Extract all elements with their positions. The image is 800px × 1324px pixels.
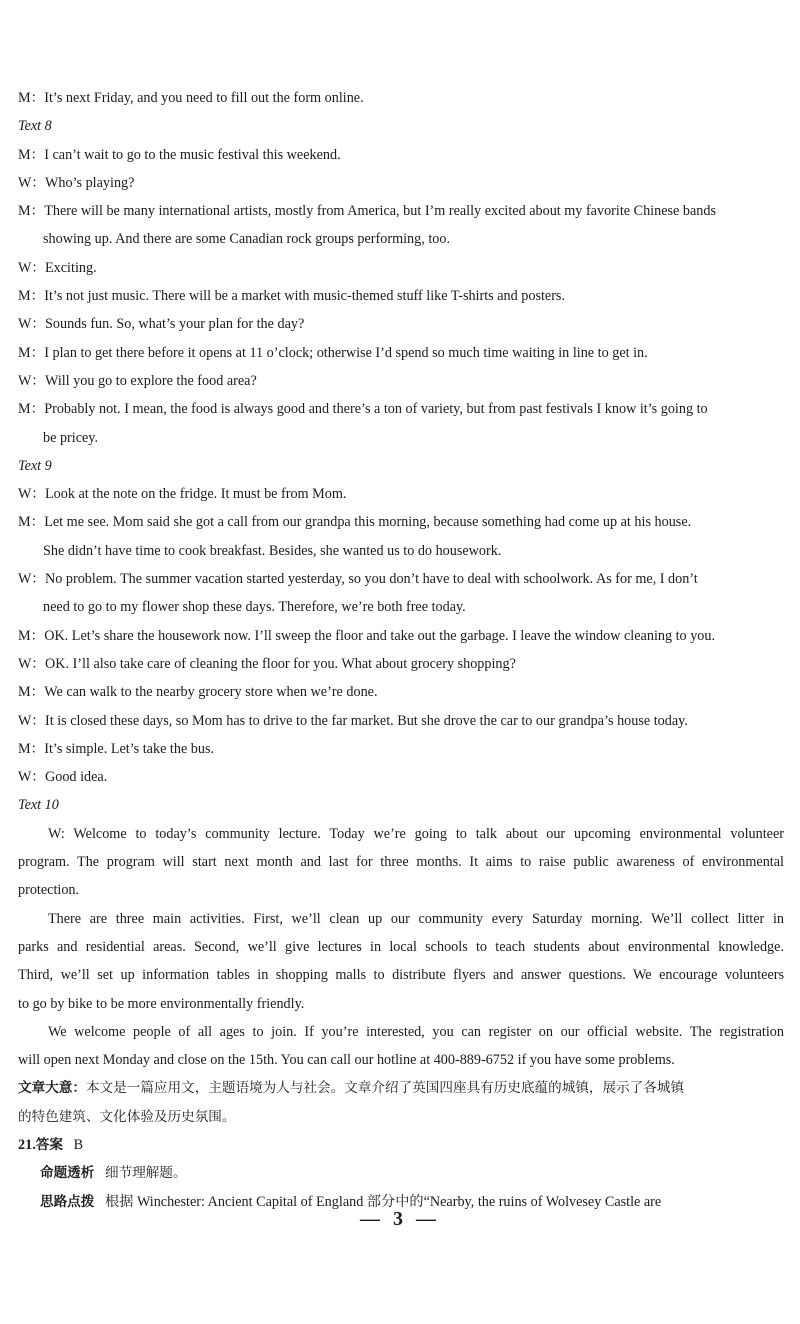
speaker-label: W [18,769,32,786]
dialogue-text: need to go to my flower shop these days. Therefore, we’re both free today. [43,599,466,616]
section-heading: Text 8 [18,118,52,135]
dialogue-text: There will be many international artists, mostly from America, but I’m really excited about my favorite Chinese bands [44,203,716,220]
dialogue-text: It’s next Friday, and you need to fill out the form online. [44,90,364,106]
summary-text-1: 本文是一篇应用文，主题语境为人与社会。文章介绍了英国四座具有历史底蕴的城镇，展示了各城镇 [85,1080,685,1097]
dialogue-text: Will you go to explore the food area? [45,372,257,389]
dialogue-text: Look at the note on the fridge. It must be from Mom. [45,486,347,503]
monologue-line: will open next Monday and close on the 15th. You can call our hotline at 400-889-6752 if you have some problems. [18,1052,675,1069]
question-number: 21. [18,1136,36,1153]
speaker-label: W [18,174,32,191]
dialogue-line: W：Exciting. [18,259,97,276]
speaker-label: W [18,259,32,276]
dialogue-line: M：There will be many international artists, mostly from America, but I’m really excited about my favorite Chinese bands [18,203,716,220]
dialogue-line: W：Look at the note on the fridge. It must be from Mom. [18,486,347,503]
speaker-label: M [18,146,31,163]
dialogue-line: W：It is closed these days, so Mom has to drive to the far market. But she drove the car to our grandpa’s house today. [18,712,688,729]
section-heading: Text 10 [18,797,59,814]
speaker-label: M [18,401,31,418]
dialogue-text: Good idea. [45,769,108,786]
dialogue-text: OK. I’ll also take care of cleaning the floor for you. What about grocery shopping? [45,655,516,672]
dialogue-line: M：It’s next Friday, and you need to fill out the form online. [18,90,364,106]
speaker-label: M [18,203,31,220]
speaker-label: W [18,316,32,333]
speaker-label: W [18,655,32,672]
speaker-label: M [18,684,31,701]
speaker-label: W [18,486,32,503]
speaker-label: M [18,514,31,531]
dialogue-line: W：OK. I’ll also take care of cleaning the floor for you. What about grocery shopping? [18,655,516,672]
monologue-line: W: Welcome to today’s community lecture. Today we’re going to talk about our upcoming environmental volunteer [48,825,784,842]
answer-line [18,1131,784,1159]
monologue-line: protection. [18,882,80,899]
dialogue-text: It’s not just music. There will be a market with music-themed stuff like T-shirts and posters. [44,288,566,305]
dialogue-text: be pricey. [43,429,99,446]
dialogue-text: It is closed these days, so Mom has to drive to the far market. But she drove the car to our grandpa’s house today. [45,712,688,729]
dialogue-line: W：Good idea. [18,769,108,786]
summary-line-1 [18,1074,784,1102]
dialogue-text: Sounds fun. So, what’s your plan for the day? [45,316,305,333]
dialogue-line: M：I plan to get there before it opens at 11 o’clock; otherwise I’d spend so much time waiting in line to get in. [18,344,648,361]
hint-label: 思路点拨 [40,1193,95,1210]
dialogue-line: M：It’s not just music. There will be a market with music-themed stuff like T-shirts and posters. [18,288,566,305]
dialogue-line: W：Sounds fun. So, what’s your plan for the day? [18,316,305,333]
speaker-label: M [18,627,31,644]
dialogue-text: I can’t wait to go to the music festival this weekend. [44,146,341,163]
dialogue-line [18,593,784,621]
summary-text-2: 的特色建筑、文化体验及历史氛围。 [18,1108,236,1125]
analysis-text: 细节理解题。 [105,1165,187,1182]
dialogue-line [18,424,784,452]
dialogue-line: M：Let me see. Mom said she got a call from our grandpa this morning, because something had come up at his house. [18,514,692,531]
monologue-line: parks and residential areas. Second, we’ll give lectures in local schools to teach students about environmental knowledge. [18,938,784,955]
dialogue-text: I plan to get there before it opens at 11 o’clock; otherwise I’d spend so much time waiting in line to get in. [44,344,648,361]
monologue-line: Third, we’ll set up information tables in shopping malls to distribute flyers and answer questions. We encourage volunteers [18,967,784,984]
dialogue-text: She didn’t have time to cook breakfast. Besides, she wanted us to do housework. [43,542,502,559]
page-number: — 3 — [360,1208,440,1230]
speaker-label: W [18,571,32,588]
listening-transcript [18,84,784,820]
dialogue-text: OK. Let’s share the housework now. I’ll sweep the floor and take out the garbage. I leave the window cleaning to you. [44,627,716,644]
dialogue-line [18,225,784,253]
hint-text: 根据 Winchester: Ancient Capital of England 部分中的“Nearby, the ruins of Wolvesey Castle are [105,1193,662,1210]
dialogue-text: Probably not. I mean, the food is always good and there’s a ton of variety, but from past festivals I know it’s going to [44,401,708,418]
dialogue-line [18,537,784,565]
dialogue-text: We can walk to the nearby grocery store when we’re done. [44,684,378,701]
speaker-label: M [18,90,31,106]
dialogue-line: M：It’s simple. Let’s take the bus. [18,740,215,757]
speaker-label: M [18,288,31,305]
dialogue-line: M：OK. Let’s share the housework now. I’ll sweep the floor and take out the garbage. I leave the window cleaning to you. [18,627,716,644]
dialogue-line: W：Who’s playing? [18,174,135,191]
section-heading: Text 9 [18,457,52,474]
document-page [18,84,784,1216]
dialogue-text: It’s simple. Let’s take the bus. [44,740,215,757]
dialogue-line: M：I can’t wait to go to the music festival this weekend. [18,146,341,163]
dialogue-text: No problem. The summer vacation started yesterday, so you don’t have to deal with schoolwork. As for me, I don’t [45,571,698,588]
speaker-label: M [18,740,31,757]
text-10-monologue [18,820,784,1075]
dialogue-text: Exciting. [45,259,97,276]
summary-line-2 [18,1103,784,1131]
dialogue-line: W：Will you go to explore the food area? [18,372,257,389]
monologue-line: We welcome people of all ages to join. If you’re interested, you can register on our official website. The registration [48,1023,784,1040]
speaker-label: W [18,712,32,729]
dialogue-line: W：No problem. The summer vacation started yesterday, so you don’t have to deal with schoolwork. As for me, I don’t [18,571,698,588]
answer-label: 答案 [35,1136,63,1153]
analysis-label: 命题透析 [40,1165,95,1182]
speaker-label: W [18,372,32,389]
dialogue-text: showing up. And there are some Canadian rock groups performing, too. [43,231,451,248]
analysis-line [18,1159,784,1187]
speaker-label: M [18,344,31,361]
monologue-line: program. The program will start next month and last for three months. It aims to raise public awareness of environmental [18,854,784,871]
answer-value: B [73,1136,84,1153]
dialogue-text: Who’s playing? [45,174,135,191]
dialogue-text: Let me see. Mom said she got a call from our grandpa this morning, because something had come up at his house. [44,514,692,531]
dialogue-line: M：We can walk to the nearby grocery store when we’re done. [18,684,378,701]
summary-label: 文章大意： [18,1080,86,1097]
monologue-line: to go by bike to be more environmentally friendly. [18,995,305,1012]
dialogue-line: M：Probably not. I mean, the food is always good and there’s a ton of variety, but from past festivals I know it’s going to [18,401,708,418]
monologue-line: There are three main activities. First, we’ll clean up our community every Saturday morning. We’ll collect litter in [48,910,784,927]
